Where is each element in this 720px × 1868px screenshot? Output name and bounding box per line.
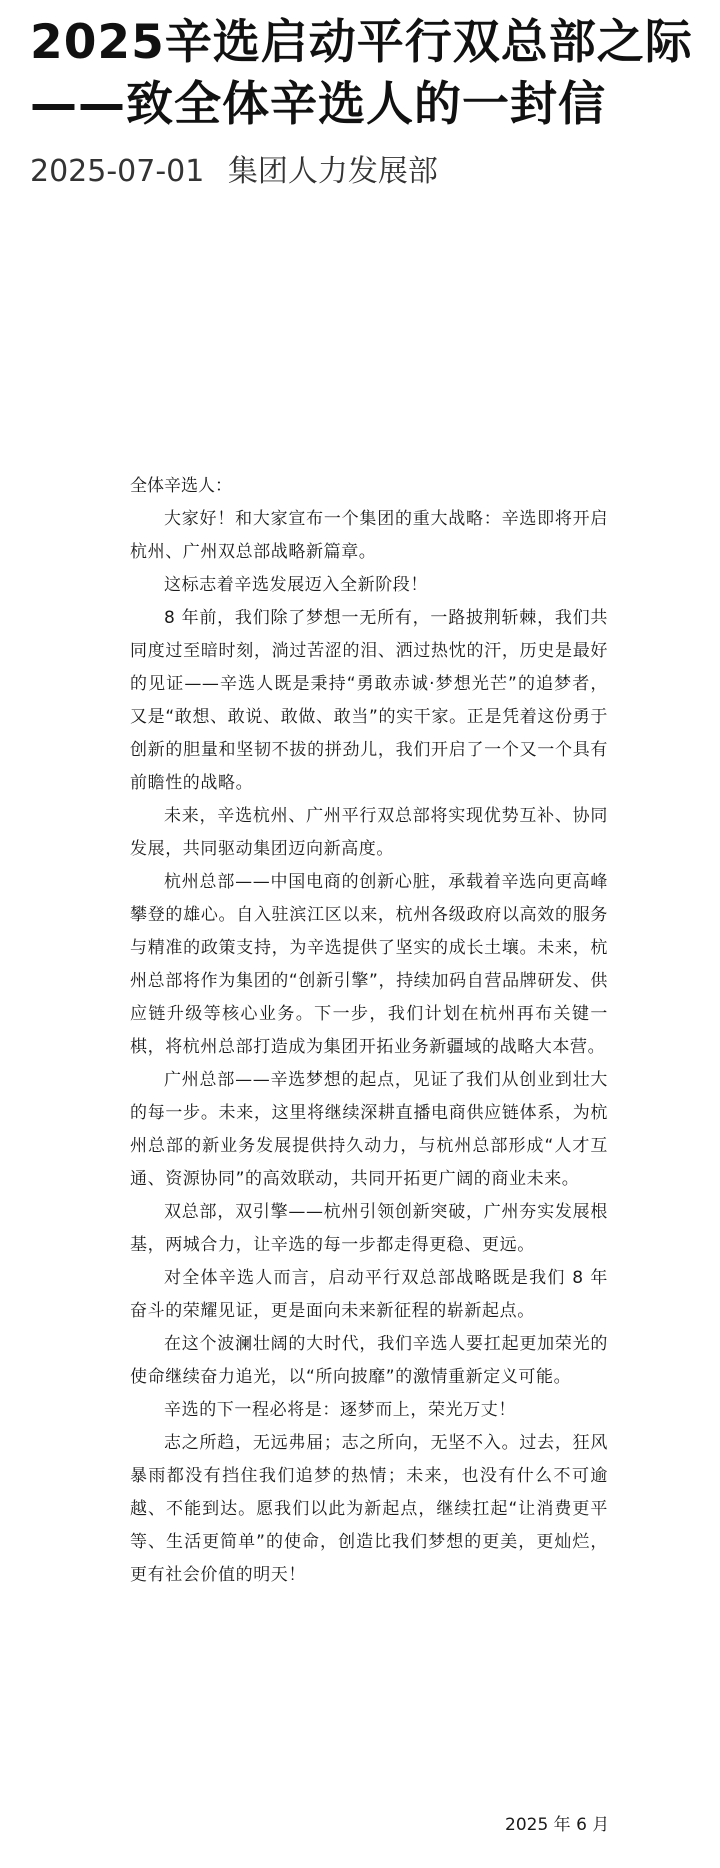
letter-paragraph: 这标志着辛选发展迈入全新阶段！ [164,575,428,595]
letter-paragraph: 在这个波澜壮阔的大时代，我们辛选人要扛起更加荣光的使命继续奋力追光，以“所向披靡”的激情重新定义可能。 [130,1334,608,1387]
author-name: 集团人力发展部 [227,154,438,189]
letter-paragraph: 8 年前，我们除了梦想一无所有，一路披荆斩棘，我们共同度过至暗时刻，淌过苦涩的泪、洒过热忱的汗，历史是最好的见证——辛选人既是秉持“勇敢赤诚·梦想光芒”的追梦者，又是“敢想、敢说、敢做、敢当”的实干家。正是凭着这份勇于创新的胆量和坚韧不拔的拼劲儿，我们开启了一个又一个具有前瞻性的战略。 [130,608,608,793]
letter-paragraph: 对全体辛选人而言，启动平行双总部战略既是我们 8 年奋斗的荣耀见证，更是面向未来新征程的崭新起点。 [130,1268,608,1321]
article-meta [30,152,700,192]
article-header [30,12,700,192]
letter-paragraph: 辛选的下一程必将是：逐梦而上，荣光万丈！ [164,1400,516,1420]
letter-paragraph: 双总部，双引擎——杭州引领创新突破，广州夯实发展根基，两城合力，让辛选的每一步都走得更稳、更远。 [130,1202,608,1255]
letter-signature-date: 2025 年 6 月 [505,1815,610,1835]
letter-paragraph: 杭州总部——中国电商的创新心脏，承载着辛选向更高峰攀登的雄心。自入驻滨江区以来，杭州各级政府以高效的服务与精准的政策支持，为辛选提供了坚实的成长土壤。未来，杭州总部将作为集团的“创新引擎”，持续加码自营品牌研发、供应链升级等核心业务。下一步，我们计划在杭州再布关键一棋，将杭州总部打造成为集团开拓业务新疆域的战略大本营。 [130,872,608,1057]
letter-paragraph: 志之所趋，无远弗届；志之所向，无坚不入。过去，狂风暴雨都没有挡住我们追梦的热情；未来，也没有什么不可逾越、不能到达。愿我们以此为新起点，继续扛起“让消费更平等、生活更简单”的使命，创造比我们梦想的更美，更灿烂，更有社会价值的明天！ [130,1433,608,1585]
publish-date: 2025-07-01 [30,154,205,189]
letter-paragraph: 大家好！和大家宣布一个集团的重大战略：辛选即将开启杭州、广州双总部战略新篇章。 [130,509,608,562]
letter-paragraph: 未来，辛选杭州、广州平行双总部将实现优势互补、协同发展，共同驱动集团迈向新高度。 [130,806,608,859]
letter-salutation: 全体辛选人： [130,476,232,496]
article-title: 2025辛选启动平行双总部之际——致全体辛选人的一封信 [30,15,693,132]
letter-paragraph: 广州总部——辛选梦想的起点，见证了我们从创业到壮大的每一步。未来，这里将继续深耕直播电商供应链体系，为杭州总部的新业务发展提供持久动力，与杭州总部形成“人才互通、资源协同”的高效联动，共同开拓更广阔的商业未来。 [130,1070,608,1189]
letter-body [130,470,608,1592]
